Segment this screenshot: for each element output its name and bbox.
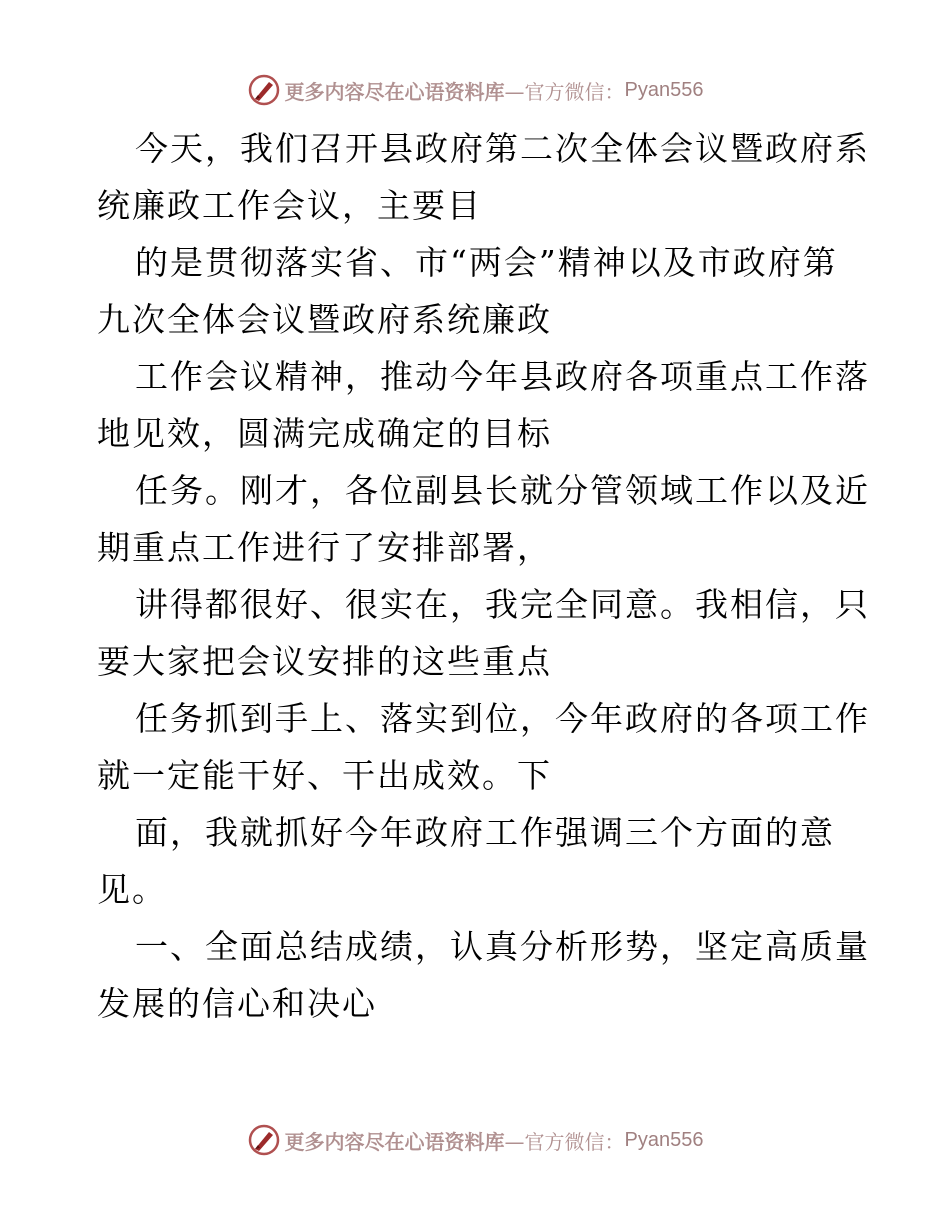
paragraph [97, 462, 870, 576]
paragraph-line-2: 期重点工作进行了安排部署， [97, 528, 552, 567]
document-body [97, 120, 870, 1032]
paragraph [97, 120, 870, 234]
pen-logo-icon [247, 1123, 281, 1157]
pen-logo-icon [247, 73, 281, 107]
paragraph-line-2: 要大家把会议安排的这些重点 [97, 642, 552, 681]
paragraph-line-1: 的是贯彻落实省、市“两会”精神以及市政府第 [135, 243, 838, 282]
paragraph [97, 576, 870, 690]
paragraph-line-1: 讲得都很好、很实在，我完全同意。我相信，只 [135, 585, 870, 624]
paragraph-line-1: 任务抓到手上、落实到位，今年政府的各项工作 [135, 699, 870, 738]
paragraph [97, 804, 853, 918]
banner-separator: —官方微信： [504, 1129, 625, 1154]
paragraph [97, 234, 853, 348]
paragraph-line-1: 一、全面总结成绩，认真分析形势，坚定高质量 [135, 927, 870, 966]
paragraph-line-2: 地见效，圆满完成确定的目标 [97, 414, 552, 453]
paragraph-line-1: 今天，我们召开县政府第二次全体会议暨政府系 [135, 129, 870, 168]
paragraph-line-2: 就一定能干好、干出成效。下 [97, 756, 552, 795]
banner-wechat-id: Pyan556 [624, 1128, 704, 1151]
paragraph-line-1: 任务。刚才，各位副县长就分管领域工作以及近 [135, 471, 870, 510]
paragraph-line-2: 统廉政工作会议，主要目 [97, 186, 482, 225]
paragraph [97, 348, 870, 462]
paragraph-line-2: 见。 [97, 870, 167, 909]
paragraph [97, 690, 870, 804]
header-watermark-banner [0, 70, 950, 110]
paragraph-line-2: 发展的信心和决心 [97, 984, 377, 1023]
paragraph-line-2: 九次全体会议暨政府系统廉政 [97, 300, 552, 339]
section-heading [97, 918, 870, 1032]
paragraph-line-1: 面，我就抓好今年政府工作强调三个方面的意 [135, 813, 835, 852]
footer-watermark-banner [0, 1120, 950, 1160]
banner-separator: —官方微信： [504, 79, 625, 104]
banner-title: 更多内容尽在心语资料库 [284, 1129, 505, 1154]
banner-wechat-id: Pyan556 [624, 78, 704, 101]
banner-title: 更多内容尽在心语资料库 [284, 79, 505, 104]
paragraph-line-1: 工作会议精神，推动今年县政府各项重点工作落 [135, 357, 870, 396]
